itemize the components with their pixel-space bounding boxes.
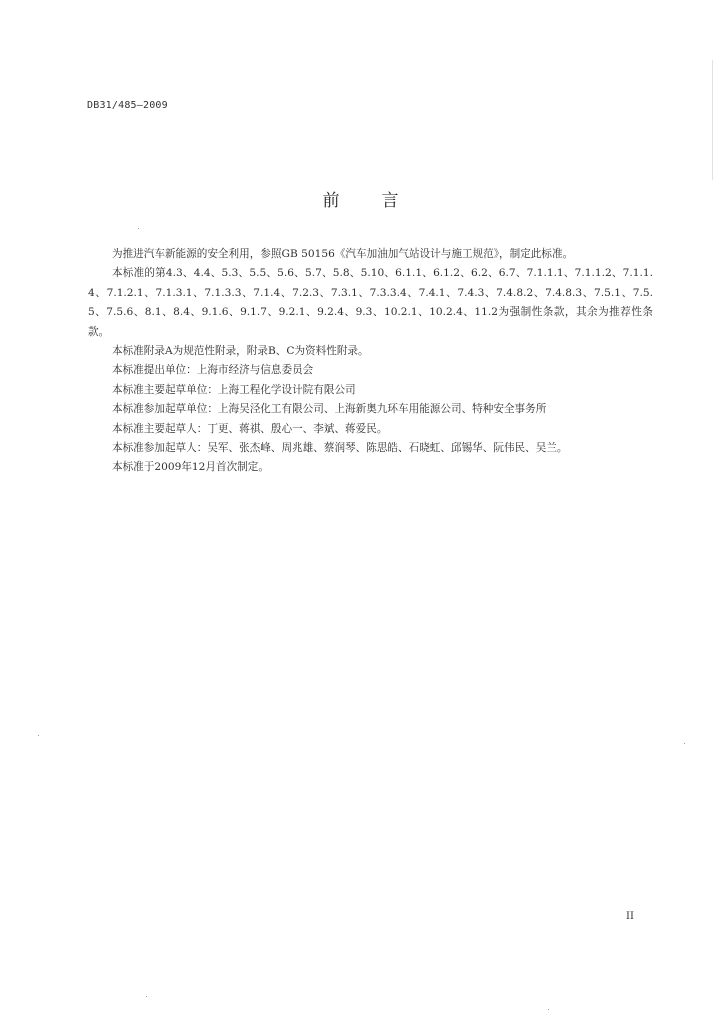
- paragraph-first-issue: 本标准于2009年12月首次制定。: [112, 461, 269, 474]
- paragraph-participating-drafters: 本标准参加起草人：吴军、张杰峰、周兆雄、蔡润琴、陈思皓、石晓虹、邱锡华、阮伟民、吴兰。: [112, 442, 568, 455]
- foreword-body: [88, 245, 653, 478]
- scan-speck: [138, 228, 139, 229]
- paragraph-participating-units: 本标准参加起草单位：上海吴泾化工有限公司、上海新奥九环车用能源公司、特种安全事务所: [112, 403, 547, 416]
- scan-edge-shadow: [712, 60, 713, 180]
- scan-speck: [38, 735, 39, 736]
- paragraph-proposing-unit: 本标准提出单位：上海市经济与信息委员会: [112, 364, 314, 377]
- scan-speck: [146, 996, 147, 997]
- paragraph-mandatory-clauses: 本标准的第4.3、4.4、5.3、5.5、5.6、5.7、5.8、5.10、6.1.1、6.1.2、6.2、6.7、7.1.1.1、7.1.1.2、7.1.1.4、7.1.2.1、7.1.3.1、7.1.3.3、7.1.4、7.2.3、7.3.1、7.3.3.4、7.4.1、7.4.3、7.4.8.2、7.4.8.3、7.5.1、7.5.5、7.5.6、8.1、8.4、9.1.6、9.1.7、9.2.1、9.2.4、9.3、10.2.1、10.2.4、11.2为强制性条款，其余为推荐性条款。: [88, 267, 653, 338]
- paragraph-purpose: 为推进汽车新能源的安全利用，参照GB 50156《汽车加油加气站设计与施工规范》，制定此标准。: [112, 248, 574, 260]
- paragraph-main-drafters: 本标准主要起草人：丁更、蒋祺、殷心一、李斌、蒋爱民。: [112, 422, 388, 435]
- scan-speck: [684, 743, 685, 744]
- document-code: DB31/485—2009: [87, 100, 168, 111]
- page-number: II: [626, 911, 634, 922]
- page-title: 前言: [322, 191, 441, 211]
- paragraph-appendices: 本标准附录A为规范性附录，附录B、C为资料性附录。: [112, 345, 369, 358]
- paragraph-main-drafting-unit: 本标准主要起草单位：上海工程化学设计院有限公司: [112, 383, 356, 396]
- scan-speck: [548, 1009, 549, 1010]
